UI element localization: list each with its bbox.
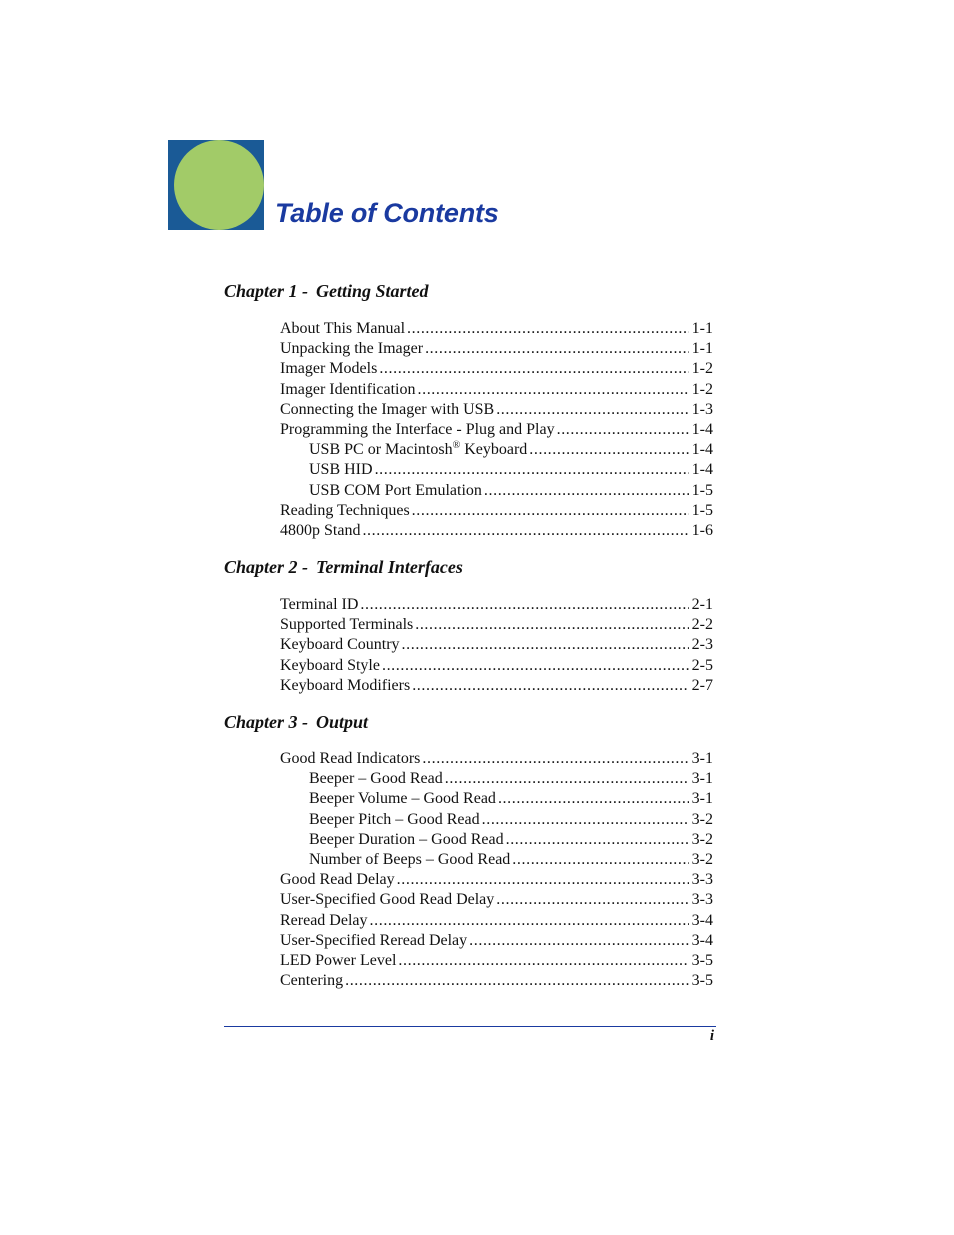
toc-entry-page: 2-3 [691,636,713,654]
toc-entry[interactable] [280,420,713,440]
toc-entry-page: 1-2 [691,360,713,378]
toc-entry[interactable] [280,749,713,769]
toc-entry-page: 1-2 [691,380,713,398]
toc-entry-label: Connecting the Imager with USB [280,400,495,418]
toc-entry[interactable] [280,931,713,951]
toc-entry-page: 3-1 [691,770,713,788]
toc-entry[interactable] [280,521,713,541]
leader-dots [529,440,688,460]
toc-entry-label: Reread Delay [280,911,368,929]
leader-dots [496,400,688,420]
leader-dots [498,789,689,809]
toc-entry-label: Supported Terminals [280,616,414,634]
toc-entry[interactable] [280,359,713,379]
toc-entry-label: Beeper Volume – Good Read [309,790,496,808]
toc-entry-page: 1-3 [691,400,713,418]
chapter-1-heading[interactable] [224,281,429,302]
toc-entry-page: 3-4 [691,931,713,949]
leader-dots [482,810,689,830]
toc-entry[interactable] [280,339,713,359]
registered-mark: ® [452,440,461,452]
leader-dots [375,460,689,480]
label-text: Keyboard [460,441,528,459]
toc-entry[interactable] [280,319,713,339]
toc-entry-label: Beeper – Good Read [309,770,443,788]
chapter-2-heading[interactable] [224,557,463,578]
toc-entry-label: Programming the Interface - Plug and Play [280,420,555,438]
chapter-3-entries [280,749,713,991]
toc-entry-page: 3-2 [691,850,713,868]
toc-entry[interactable] [280,656,713,676]
chapter-number: Chapter 1 - [224,281,309,301]
leader-dots [506,830,689,850]
toc-entry-label [309,440,527,460]
leader-dots [412,676,688,696]
toc-entry[interactable] [280,595,713,615]
footer-rule [224,1026,716,1027]
toc-entry-page: 1-5 [691,501,713,519]
toc-entry-label: User-Specified Reread Delay [280,931,468,949]
leader-dots [418,380,689,400]
toc-entry-page: 1-4 [691,461,713,479]
toc-entry-page: 3-3 [691,871,713,889]
leader-dots [370,911,689,931]
leader-dots [412,501,689,521]
toc-entry-label: LED Power Level [280,951,397,969]
toc-entry[interactable] [280,870,713,890]
toc-subentry[interactable] [280,460,713,480]
toc-entry-page: 1-5 [691,481,713,499]
toc-entry-label: Imager Identification [280,380,416,398]
toc-entry-page: 3-5 [691,972,713,990]
toc-entry-label: Terminal ID [280,596,359,613]
leader-dots [345,971,689,991]
toc-entry-page: 2-1 [691,596,713,613]
page-number: i [709,1028,714,1044]
toc-subentry[interactable] [280,830,713,850]
toc-subentry[interactable] [280,810,713,830]
toc-entry-page: 1-6 [691,521,713,539]
leader-dots [407,319,689,339]
toc-entry-page: 3-3 [691,891,713,909]
toc-entry[interactable] [280,615,713,635]
chapter-number: Chapter 2 - [224,557,309,577]
toc-entry-label: Number of Beeps – Good Read [309,850,511,868]
toc-entry-page: 1-1 [691,320,713,337]
toc-entry[interactable] [280,951,713,971]
toc-entry[interactable] [280,400,713,420]
toc-entry-label: Reading Techniques [280,501,410,519]
toc-entry[interactable] [280,890,713,910]
label-text: USB PC or Macintosh [309,441,453,459]
logo-green-circle [174,140,264,230]
leader-dots [422,749,688,769]
toc-entry-page: 3-5 [691,951,713,969]
toc-entry-label: Keyboard Style [280,656,380,674]
leader-dots [382,656,689,676]
leader-dots [425,339,689,359]
chapter-3-heading[interactable] [224,712,368,733]
toc-entry[interactable] [280,380,713,400]
leader-dots [402,635,689,655]
leader-dots [496,890,688,910]
toc-entry-page: 3-1 [691,750,713,767]
toc-entry-page: 3-1 [691,790,713,808]
toc-subentry[interactable] [280,850,713,870]
leader-dots [445,769,689,789]
toc-entry-page: 1-1 [691,340,713,358]
toc-entry[interactable] [280,501,713,521]
toc-entry-label: Good Read Delay [280,871,395,889]
chapter-name: Getting Started [316,281,429,301]
toc-subentry[interactable] [280,769,713,789]
toc-subentry[interactable] [280,481,713,501]
toc-entry-label: Unpacking the Imager [280,340,424,358]
toc-subentry[interactable] [280,440,713,460]
toc-entry-page: 3-2 [691,830,713,848]
leader-dots [397,870,689,890]
toc-entry[interactable] [280,635,713,655]
toc-entry-label: USB COM Port Emulation [309,481,482,499]
toc-entry-label: Keyboard Country [280,636,400,654]
toc-entry-page: 3-4 [691,911,713,929]
chapter-name: Output [316,712,369,732]
chapter-number: Chapter 3 - [224,712,309,732]
toc-entry-page: 2-7 [691,676,713,694]
leader-dots [484,481,689,501]
toc-entry-label: USB HID [309,461,373,479]
leader-dots [469,931,689,951]
toc-subentry[interactable] [280,789,713,809]
toc-entry[interactable] [280,971,713,991]
toc-entry-page: 1-4 [691,441,713,459]
toc-entry-page: 2-5 [691,656,713,674]
toc-entry-label: Beeper Pitch – Good Read [309,810,480,828]
toc-entry-label: Good Read Indicators [280,750,421,767]
toc-entry-label: Centering [280,972,344,990]
toc-entry-label: Imager Models [280,360,378,378]
toc-entry-label: About This Manual [280,320,406,337]
chapter-2-entries [280,595,713,696]
toc-entry-label: Beeper Duration – Good Read [309,830,504,848]
toc-entry-page: 3-2 [691,810,713,828]
toc-entry-label: User-Specified Good Read Delay [280,891,495,909]
toc-entry-label: Keyboard Modifiers [280,676,411,694]
toc-entry[interactable] [280,676,713,696]
leader-dots [415,615,688,635]
chapter-name: Terminal Interfaces [316,557,463,577]
chapter-logo-block [168,140,264,230]
leader-dots [362,521,688,541]
leader-dots [360,595,688,615]
leader-dots [379,359,688,379]
toc-entry-page: 1-4 [691,420,713,438]
leader-dots [557,420,689,440]
chapter-1-entries [280,319,713,541]
toc-entry-page: 2-2 [691,616,713,634]
leader-dots [512,850,688,870]
toc-entry[interactable] [280,911,713,931]
leader-dots [398,951,688,971]
toc-entry-label: 4800p Stand [280,521,361,539]
page-title: Table of Contents [275,198,499,228]
